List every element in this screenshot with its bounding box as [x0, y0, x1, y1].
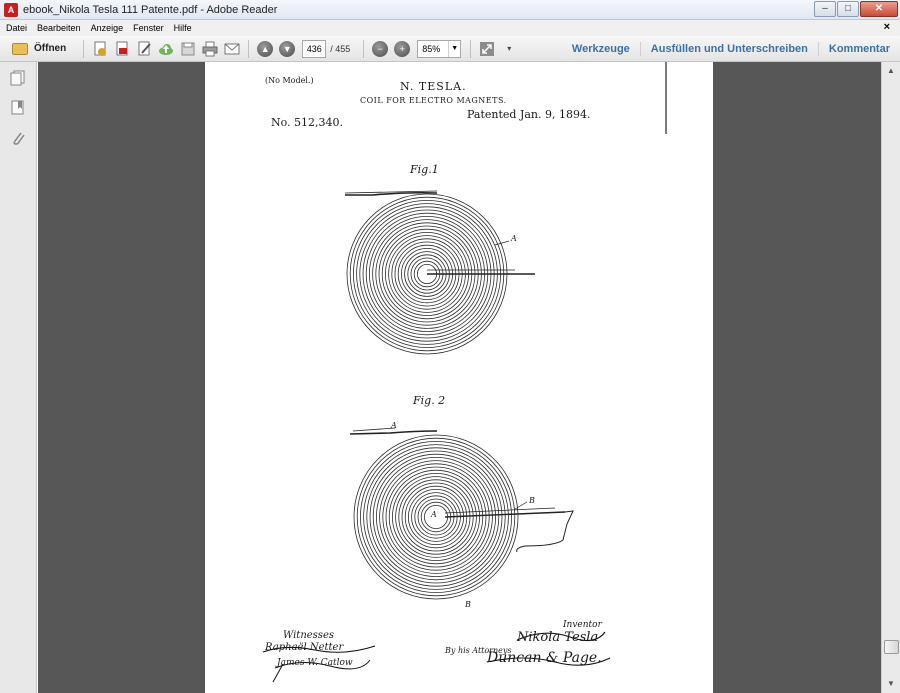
werkzeuge-link[interactable]: Werkzeuge	[571, 43, 630, 55]
menu-hilfe[interactable]: Hilfe	[173, 23, 192, 33]
toolbar-separator	[248, 40, 249, 58]
patent-title: COIL FOR ELECTRO MAGNETS.	[360, 96, 507, 105]
window-title: ebook_Nikola Tesla 111 Patente.pdf - Adobe Reader	[23, 3, 278, 16]
fig2-ref-a-outer: A	[391, 421, 397, 430]
print-icon[interactable]	[201, 40, 219, 58]
window-controls	[813, 1, 898, 17]
scroll-down-icon[interactable]: ▼	[887, 679, 895, 688]
toolbar-separator	[470, 40, 471, 58]
scroll-up-icon[interactable]: ▲	[887, 66, 895, 75]
save-icon[interactable]	[179, 40, 197, 58]
attorneys-label: By his Attorneys	[445, 646, 512, 655]
inventor-heading: N. TESLA.	[400, 80, 467, 93]
witnesses-label: Witnesses	[283, 630, 334, 641]
open-label: Öffnen	[34, 43, 67, 54]
minimize-button[interactable]: –	[814, 1, 836, 17]
task-panes	[562, 36, 900, 62]
title-bar	[0, 0, 900, 20]
scrollbar-thumb[interactable]	[884, 640, 899, 654]
fig2-ref-a-center: A	[431, 510, 437, 519]
toolbar-options-icon[interactable]: ▾	[507, 44, 512, 53]
adobe-reader-icon: A	[4, 3, 18, 17]
menu-fenster[interactable]: Fenster	[133, 23, 164, 33]
email-icon[interactable]	[223, 40, 241, 58]
inventor-label: Inventor	[563, 620, 602, 630]
fig1-label: Fig.1	[410, 163, 439, 176]
zoom-select[interactable]	[417, 40, 461, 58]
fig2-ref-b-bottom: B	[465, 600, 471, 609]
witness-signature-1: Raphaël Netter	[265, 642, 344, 653]
document-view[interactable]	[38, 62, 881, 693]
menu-datei[interactable]: Datei	[6, 23, 28, 33]
toolbar	[0, 36, 900, 62]
fill-sign-link[interactable]: Ausfüllen und Unterschreiben	[640, 42, 818, 56]
bookmarks-icon[interactable]	[10, 100, 26, 116]
open-button[interactable]	[12, 43, 66, 55]
page-total: / 455	[330, 43, 351, 54]
close-window-button[interactable]: ✕	[860, 1, 898, 17]
pages-panel-icon[interactable]	[10, 70, 26, 86]
patent-number: No. 512,340.	[271, 116, 344, 129]
witness-signature-2: James W. Catlow	[277, 658, 353, 668]
patent-drawing	[205, 62, 713, 693]
page-number-input[interactable]: 436	[302, 40, 326, 58]
create-pdf-icon[interactable]	[91, 40, 109, 58]
folder-icon	[12, 43, 28, 55]
comment-link[interactable]: Kommentar	[818, 42, 900, 56]
navigation-pane	[0, 62, 37, 693]
close-document-button[interactable]: ×	[883, 21, 890, 33]
pdf-page	[205, 62, 713, 693]
attorneys-signature: Duncan & Page.	[487, 650, 602, 666]
cloud-upload-icon[interactable]	[157, 40, 175, 58]
menu-bearbeiten[interactable]: Bearbeiten	[37, 23, 81, 33]
fig2-ref-b-lead: B	[529, 496, 535, 505]
next-page-icon[interactable]: ▼	[279, 41, 295, 57]
menu-anzeige[interactable]: Anzeige	[90, 23, 124, 33]
chevron-down-icon: ▼	[448, 41, 460, 57]
zoom-in-icon[interactable]: +	[394, 41, 410, 57]
fig2-label: Fig. 2	[413, 394, 446, 407]
zoom-out-icon[interactable]: −	[372, 41, 388, 57]
toolbar-separator	[363, 40, 364, 58]
inventor-signature: Nikola Tesla	[517, 630, 599, 645]
toolbar-separator	[83, 40, 84, 58]
edit-pdf-icon[interactable]	[135, 40, 153, 58]
fig1-ref-a: A	[511, 234, 517, 243]
zoom-value: 85%	[422, 43, 441, 54]
patent-date: Patented Jan. 9, 1894.	[467, 108, 591, 121]
fit-page-icon[interactable]	[478, 40, 496, 58]
menu-bar	[0, 20, 900, 36]
maximize-button[interactable]: □	[837, 1, 859, 17]
vertical-scrollbar[interactable]	[881, 62, 900, 693]
export-pdf-icon[interactable]	[113, 40, 131, 58]
previous-page-icon[interactable]: ▲	[257, 41, 273, 57]
no-model-note: (No Model.)	[265, 76, 314, 85]
attachments-icon[interactable]	[10, 130, 26, 146]
